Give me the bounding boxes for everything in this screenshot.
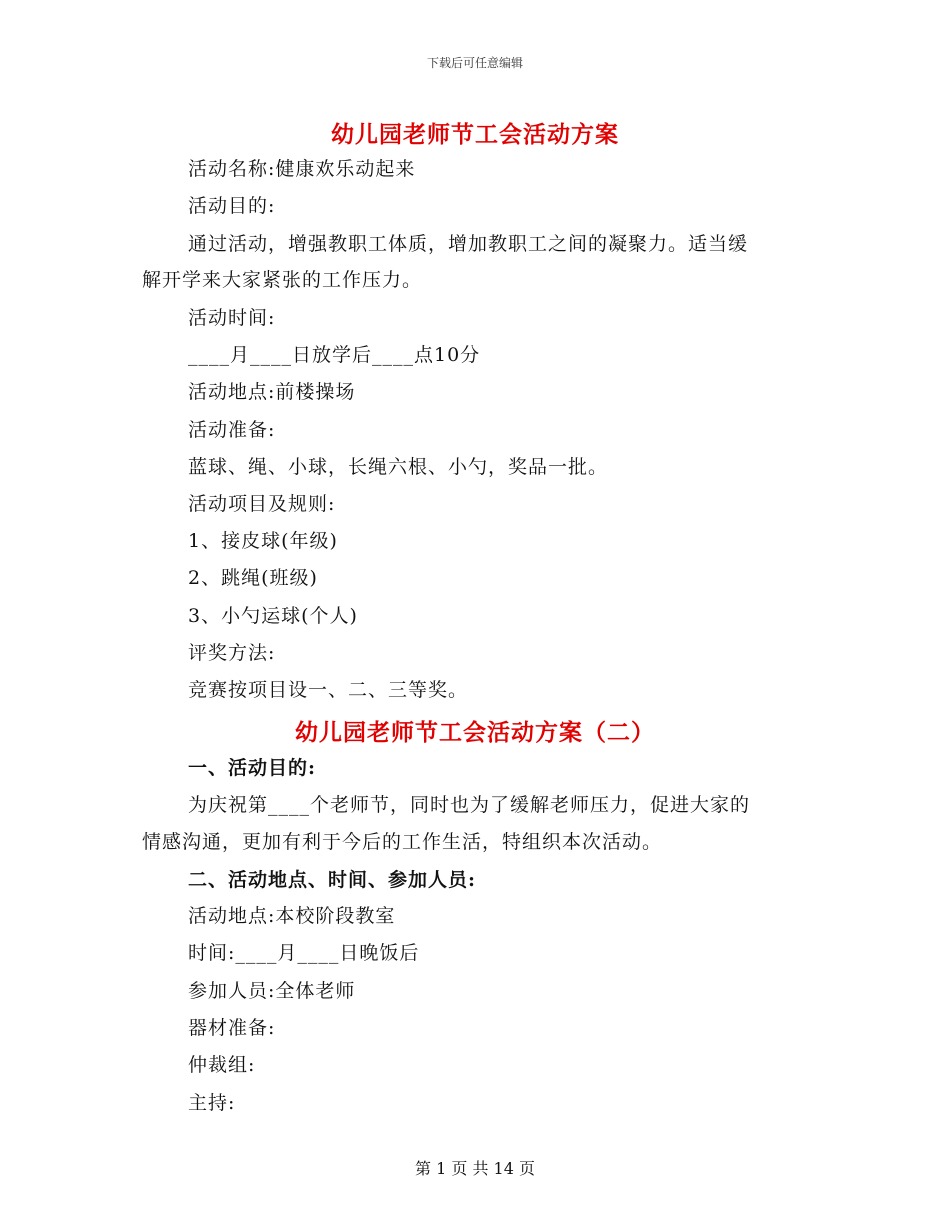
prep-value: 蓝球、绳、小球，长绳六根、小勺，奖品一批。 [188,456,609,478]
section-2-place: 活动地点:本校阶段教室 [188,905,396,927]
rule-item-2: 2、跳绳(班级) [188,567,318,589]
section-1-heading: 一、活动目的: [188,757,317,779]
header-note: 下载后可任意编辑 [426,56,523,70]
purpose-label: 活动目的: [188,195,276,217]
section-2-time: 时间:____月____日晚饭后 [188,942,420,964]
section-1-paragraph-line1: 为庆祝第____个老师节，同时也为了缓解老师压力，促进大家的 [188,794,751,816]
time-label: 活动时间: [188,307,276,329]
judge-label: 仲裁组: [188,1054,256,1076]
activity-name: 活动名称:健康欢乐动起来 [188,158,416,180]
rule-item-3: 3、小勺运球(个人) [188,605,358,627]
purpose-paragraph-line2: 解开学来大家紧张的工作压力。 [142,269,423,291]
doc-title: 幼儿园老师节工会活动方案 [331,121,619,148]
prep-label: 活动准备: [188,419,276,441]
section-1-paragraph-line2: 情感沟通，更加有利于今后的工作生活，特组织本次活动。 [142,831,663,853]
award-value: 竞赛按项目设一、二、三等奖。 [188,679,469,701]
host-label: 主持: [188,1092,236,1114]
place-line: 活动地点:前楼操场 [188,381,356,403]
page-footer: 第 1 页 共 14 页 [415,1159,535,1178]
doc-title-2: 幼儿园老师节工会活动方案（二） [295,719,655,746]
time-value: ____月____日放学后____点10分 [188,344,481,366]
rules-label: 活动项目及规则: [188,493,336,515]
rule-item-1: 1、接皮球(年级) [188,530,338,552]
purpose-paragraph-line1: 通过活动，增强教职工体质，增加教职工之间的凝聚力。适当缓 [188,233,749,255]
equipment-label: 器材准备: [188,1017,276,1039]
section-2-heading: 二、活动地点、时间、参加人员: [188,869,477,891]
award-label: 评奖方法: [188,642,276,664]
section-2-people: 参加人员:全体老师 [188,980,356,1002]
